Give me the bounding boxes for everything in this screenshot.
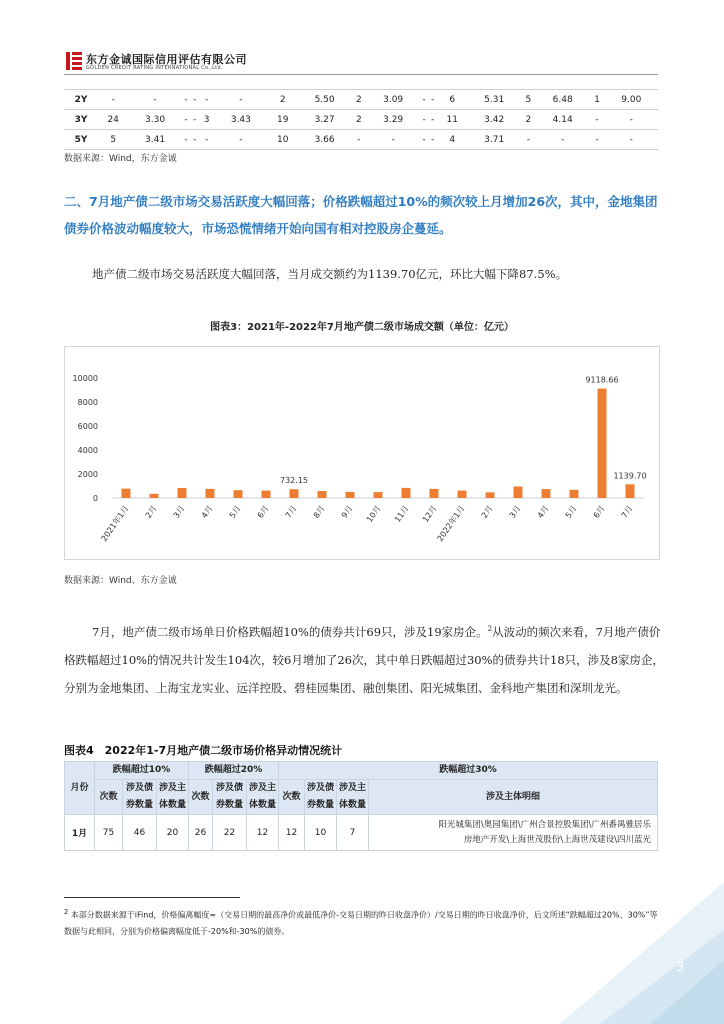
cell: 9.00 bbox=[605, 90, 658, 110]
paragraph-price-drops bbox=[64, 615, 664, 702]
x-tick-label: 3月 bbox=[507, 503, 523, 520]
y-tick-label: 8000 bbox=[77, 398, 98, 407]
header-issuers: 涉及主体数量 bbox=[337, 780, 369, 815]
cell: 2 bbox=[351, 90, 366, 110]
cell: - bbox=[589, 110, 604, 130]
x-tick-label: 5月 bbox=[563, 503, 579, 520]
y-tick-label: 2000 bbox=[77, 470, 98, 479]
cell: 24 bbox=[98, 110, 128, 130]
section-heading: 二、7月地产债二级市场交易活跃度大幅回落；价格跌幅超过10%的频次较上月增加26次，其中，金地集团债券价格波动幅度较大，市场恐慌情绪开始向国有相对控股房企蔓延。 bbox=[64, 194, 658, 236]
cell: 3.09 bbox=[366, 90, 419, 110]
cell: - bbox=[351, 130, 366, 150]
cell: 3.29 bbox=[366, 110, 419, 130]
bar bbox=[430, 489, 439, 498]
bar bbox=[318, 491, 327, 498]
header-drop-10: 跌幅超过10% bbox=[95, 762, 189, 780]
cell: 7 bbox=[337, 815, 369, 851]
x-tick-label: 6月 bbox=[591, 503, 607, 520]
cell: 22 bbox=[213, 815, 247, 851]
header-month: 月份 bbox=[65, 762, 95, 815]
row-label: 2Y bbox=[64, 90, 98, 110]
header-bonds: 涉及债券数量 bbox=[305, 780, 337, 815]
cell: - bbox=[420, 90, 429, 110]
header-times: 次数 bbox=[279, 780, 305, 815]
bar bbox=[234, 490, 243, 498]
bar bbox=[206, 489, 215, 498]
data-label: 9118.66 bbox=[585, 375, 619, 385]
x-tick-label: 12月 bbox=[420, 503, 439, 525]
cell: 20 bbox=[157, 815, 189, 851]
footnote-mark: 2 bbox=[64, 908, 69, 916]
header-drop-30: 跌幅超过30% bbox=[279, 762, 658, 780]
header-divider bbox=[64, 74, 658, 75]
row-month: 1月 bbox=[65, 815, 95, 851]
cell: 5.31 bbox=[468, 90, 521, 110]
bar bbox=[290, 489, 299, 498]
cell: 10 bbox=[268, 130, 298, 150]
x-tick-label: 2022年1月 bbox=[435, 503, 467, 544]
bar bbox=[626, 484, 635, 498]
cell: 5 bbox=[98, 130, 128, 150]
y-tick-label: 10000 bbox=[72, 374, 98, 383]
cell: - bbox=[521, 130, 536, 150]
x-tick-label: 5月 bbox=[227, 503, 243, 520]
bar bbox=[346, 492, 355, 498]
figure4-title: 图表4 2022年1-7月地产债二级市场价格异动情况统计 bbox=[64, 744, 343, 757]
cell: 19 bbox=[268, 110, 298, 130]
cell: - bbox=[605, 110, 658, 130]
cell: - bbox=[182, 90, 191, 110]
company-name-en: GOLDEN CREDIT RATING INTERNATIONAL Co.,Ltd. bbox=[86, 65, 223, 71]
header-bonds: 涉及债券数量 bbox=[213, 780, 247, 815]
cell: 26 bbox=[189, 815, 213, 851]
price-anomaly-table bbox=[64, 761, 658, 851]
cell: - bbox=[428, 130, 437, 150]
row-label: 3Y bbox=[64, 110, 98, 130]
detail-cell bbox=[369, 815, 658, 851]
cell: 3 bbox=[199, 110, 214, 130]
cell: 2 bbox=[268, 90, 298, 110]
bar bbox=[458, 491, 467, 498]
cell: 3.27 bbox=[298, 110, 351, 130]
x-tick-label: 4月 bbox=[199, 503, 215, 520]
cell: - bbox=[428, 90, 437, 110]
x-tick-label: 11月 bbox=[392, 503, 411, 525]
header-times: 次数 bbox=[189, 780, 213, 815]
x-tick-label: 2月 bbox=[143, 503, 159, 520]
yield-table bbox=[64, 89, 658, 150]
cell: 5.50 bbox=[298, 90, 351, 110]
x-tick-label: 9月 bbox=[339, 503, 355, 520]
cell: 11 bbox=[437, 110, 467, 130]
cell: - bbox=[420, 110, 429, 130]
cell: 5 bbox=[521, 90, 536, 110]
row-label: 5Y bbox=[64, 130, 98, 150]
x-tick-label: 7月 bbox=[283, 503, 299, 520]
y-tick-label: 6000 bbox=[77, 422, 98, 431]
cell: - bbox=[98, 90, 128, 110]
cell: - bbox=[589, 130, 604, 150]
cell: 3.71 bbox=[468, 130, 521, 150]
para2-text-a: 7月，地产债二级市场单日价格跌幅超10%的债券共计69只，涉及19家房企。 bbox=[92, 624, 488, 639]
cell: 6.48 bbox=[536, 90, 589, 110]
table-row bbox=[64, 130, 658, 150]
x-tick-label: 10月 bbox=[364, 503, 383, 525]
cell: - bbox=[536, 130, 589, 150]
header-issuers: 涉及主体数量 bbox=[247, 780, 279, 815]
company-name-cn: 东方金诚国际信用评估有限公司 bbox=[86, 53, 247, 66]
detail-line-2: 房地产开发\上海世茂股份\上海世茂建设\四川蓝光 bbox=[463, 834, 651, 845]
data-label: 732.15 bbox=[280, 476, 308, 486]
bar bbox=[486, 492, 495, 498]
x-tick-label: 2021年1月 bbox=[99, 503, 131, 544]
cell: - bbox=[420, 130, 429, 150]
bar bbox=[514, 486, 523, 498]
y-tick-label: 4000 bbox=[77, 446, 98, 455]
cell: - bbox=[182, 130, 191, 150]
header-issuers: 涉及主体数量 bbox=[157, 780, 189, 815]
cell: 4 bbox=[437, 130, 467, 150]
x-tick-label: 6月 bbox=[255, 503, 271, 520]
cell: 2 bbox=[521, 110, 536, 130]
cell: 75 bbox=[95, 815, 123, 851]
bar bbox=[542, 489, 551, 498]
header-drop-20: 跌幅超过20% bbox=[189, 762, 279, 780]
para2-text-b: 从波动的频次来看，7月地产债价格跌幅超过10%的情况共计发生104次，较6月增加了26次，其中单日跌幅超过30%的债券共计18只，涉及8家房企，分别为金地集团、上海宝龙实业、远洋控股、碧桂园集团、融创集团、阳光城集团、金科地产集团和深圳龙光。 bbox=[64, 624, 664, 695]
footnote bbox=[64, 904, 664, 940]
page-number: 3 bbox=[676, 960, 685, 975]
table-row bbox=[64, 110, 658, 130]
cell: - bbox=[182, 110, 191, 130]
cell: 10 bbox=[305, 815, 337, 851]
footnote-ref: 2 bbox=[487, 625, 493, 633]
footnote-divider bbox=[64, 897, 240, 898]
x-tick-label: 4月 bbox=[535, 503, 551, 520]
cell: - bbox=[605, 130, 658, 150]
header-detail: 涉及主体明细 bbox=[369, 780, 658, 815]
bar bbox=[570, 490, 579, 498]
detail-line-1: 阳光城集团\奥园集团\广州合景控股集团\广州番禺雅居乐 bbox=[438, 819, 651, 830]
cell: - bbox=[199, 130, 214, 150]
cell: - bbox=[214, 90, 267, 110]
cell: 2 bbox=[351, 110, 366, 130]
bar bbox=[178, 488, 187, 498]
header-bonds: 涉及债券数量 bbox=[123, 780, 157, 815]
cell: 46 bbox=[123, 815, 157, 851]
cell: - bbox=[190, 110, 199, 130]
table-row bbox=[64, 90, 658, 110]
bar bbox=[598, 389, 607, 498]
cell: - bbox=[190, 130, 199, 150]
x-tick-label: 2月 bbox=[479, 503, 495, 520]
cell: 3.42 bbox=[468, 110, 521, 130]
x-tick-label: 7月 bbox=[619, 503, 635, 520]
cell: 6 bbox=[437, 90, 467, 110]
cell: 3.30 bbox=[128, 110, 181, 130]
company-logo-icon bbox=[66, 52, 82, 70]
footnote-text: 本部分数据来源于iFind，价格偏离幅度=（交易日期的最高净价或最低净价-交易日期的昨日收盘净价）/交易日期的昨日收盘净价，后文所述“跌幅超过20%、30%”等数据与此相同，分别为价格偏离幅度低于-20%和-30%的债券。 bbox=[64, 910, 658, 936]
data-label: 1139.70 bbox=[613, 471, 647, 481]
cell: 3.66 bbox=[298, 130, 351, 150]
cell: - bbox=[428, 110, 437, 130]
chart-title: 图表3：2021年-2022年7月地产债二级市场成交额（单位：亿元） bbox=[210, 322, 514, 333]
x-tick-label: 3月 bbox=[171, 503, 187, 520]
cell: - bbox=[366, 130, 419, 150]
cell: 4.14 bbox=[536, 110, 589, 130]
cell: 3.41 bbox=[128, 130, 181, 150]
paragraph-trading-volume: 地产债二级市场交易活跃度大幅回落，当月成交额约为1139.70亿元，环比大幅下降87.5%。 bbox=[92, 267, 568, 281]
cell: 3.43 bbox=[214, 110, 267, 130]
bar bbox=[262, 491, 271, 498]
cell: 1 bbox=[589, 90, 604, 110]
y-tick-label: 0 bbox=[92, 494, 98, 503]
cell: - bbox=[128, 90, 181, 110]
cell: 12 bbox=[279, 815, 305, 851]
x-tick-label: 8月 bbox=[311, 503, 327, 520]
table-source-note: 数据来源：Wind，东方金诚 bbox=[64, 154, 177, 164]
cell: 12 bbox=[247, 815, 279, 851]
bar bbox=[150, 494, 159, 498]
header-times: 次数 bbox=[95, 780, 123, 815]
cell: - bbox=[199, 90, 214, 110]
bar bbox=[122, 489, 131, 498]
cell: - bbox=[214, 130, 267, 150]
cell: - bbox=[190, 90, 199, 110]
chart-source-note: 数据来源：Wind、东方金诚 bbox=[64, 576, 177, 586]
bar bbox=[402, 488, 411, 498]
bar bbox=[374, 492, 383, 498]
bar-chart bbox=[64, 346, 658, 558]
